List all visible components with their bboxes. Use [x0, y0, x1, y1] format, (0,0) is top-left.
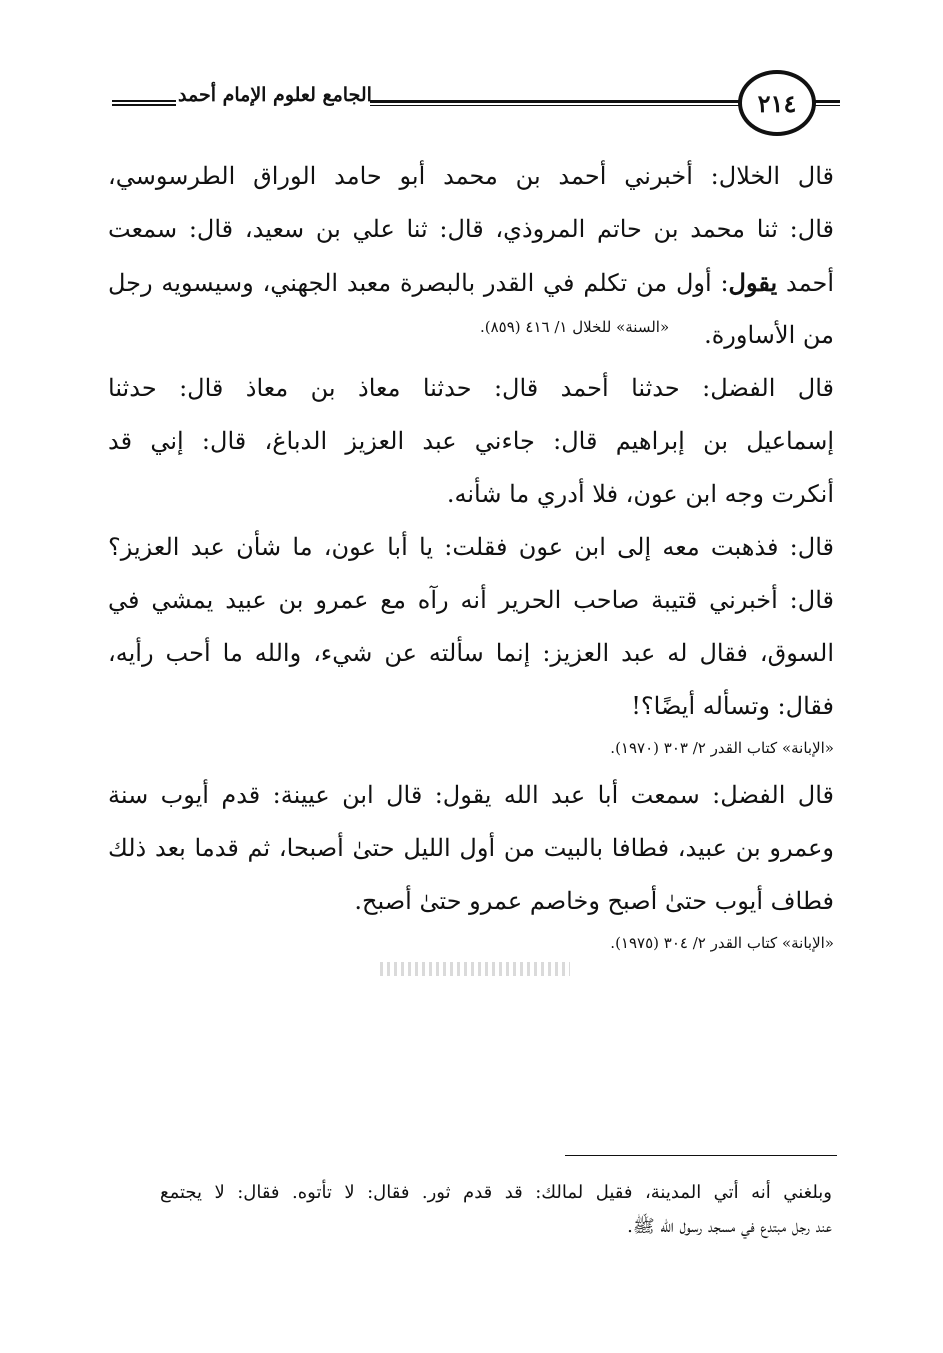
text-line: قال الخلال: أخبرني أحمد بن محمد أبو حامد الوراق الطرسوسي،: [108, 162, 834, 190]
text-line: فقال: وتسأله أيضًا؟!: [631, 692, 834, 720]
footnote: [160, 1176, 832, 1244]
text-line: فطاف أيوب حتىٰ أصبح وخاصم عمرو حتىٰ أصبح.: [354, 887, 834, 915]
main-text: [108, 150, 834, 958]
text-line: قال الفضل: حدثنا أحمد قال: حدثنا معاذ بن معاذ قال: حدثنا: [108, 374, 834, 402]
text-line: أنكرت وجه ابن عون، فلا أدري ما شأنه.: [446, 480, 834, 508]
footnote-line: عند رجل مبتدع في مسجد رسول الله ﷺ.: [627, 1216, 832, 1237]
text-line: قال: فذهبت معه إلى ابن عون فقلت: يا أبا عون، ما شأن عبد العزيز؟: [108, 533, 834, 561]
page-header: [100, 70, 840, 134]
citation: «الإبانة» كتاب القدر ٢/ ٣٠٤ (١٩٧٥).: [610, 934, 834, 952]
footnote-line: وبلغني أنه أتي المدينة، فقيل لمالك: قد قدم ثور. فقال: لا تأتوه. فقال: لا يجتمع: [160, 1182, 832, 1203]
text-line: من الأساورة.: [704, 321, 834, 349]
text-line: قال الفضل: سمعت أبا عبد الله يقول: قال ابن عيينة: قدم أيوب سنة: [108, 781, 834, 809]
text-line: قال: أخبرني قتيبة صاحب الحرير أنه رآه مع عمرو بن عبيد يمشي في: [108, 586, 834, 614]
footnote-rule: [565, 1155, 837, 1156]
section-ornament: [380, 962, 570, 976]
text-line: السوق، فقال له عبد العزيز: إنما سألته عن شيء، والله ما أحب رأيه،: [108, 639, 834, 667]
text-line: إسماعيل بن إبراهيم قال: جاءني عبد العزيز الدباغ، قال: إني قد: [108, 427, 834, 455]
page-number: ٢١٤: [738, 70, 816, 136]
text-line: أحمد يقول: أول من تكلم في القدر بالبصرة معبد الجهني، وسيسويه رجل: [108, 268, 834, 297]
header-rule-right: [814, 100, 840, 106]
header-rule-left: [112, 100, 176, 106]
citation: «السنة» للخلال ١/ ٤١٦ (٨٥٩).: [480, 318, 670, 336]
text-line: وعمرو بن عبيد، فطافا بالبيت من أول الليل حتىٰ أصبحا، ثم قدما بعد ذلك: [108, 834, 834, 862]
citation: «الإبانة» كتاب القدر ٢/ ٣٠٣ (١٩٧٠).: [610, 739, 834, 757]
running-title: الجامع لعلوم الإمام أحمد: [178, 84, 372, 106]
text-line: قال: ثنا محمد بن حاتم المروذي، قال: ثنا علي بن سعيد، قال: سمعت: [108, 215, 834, 243]
